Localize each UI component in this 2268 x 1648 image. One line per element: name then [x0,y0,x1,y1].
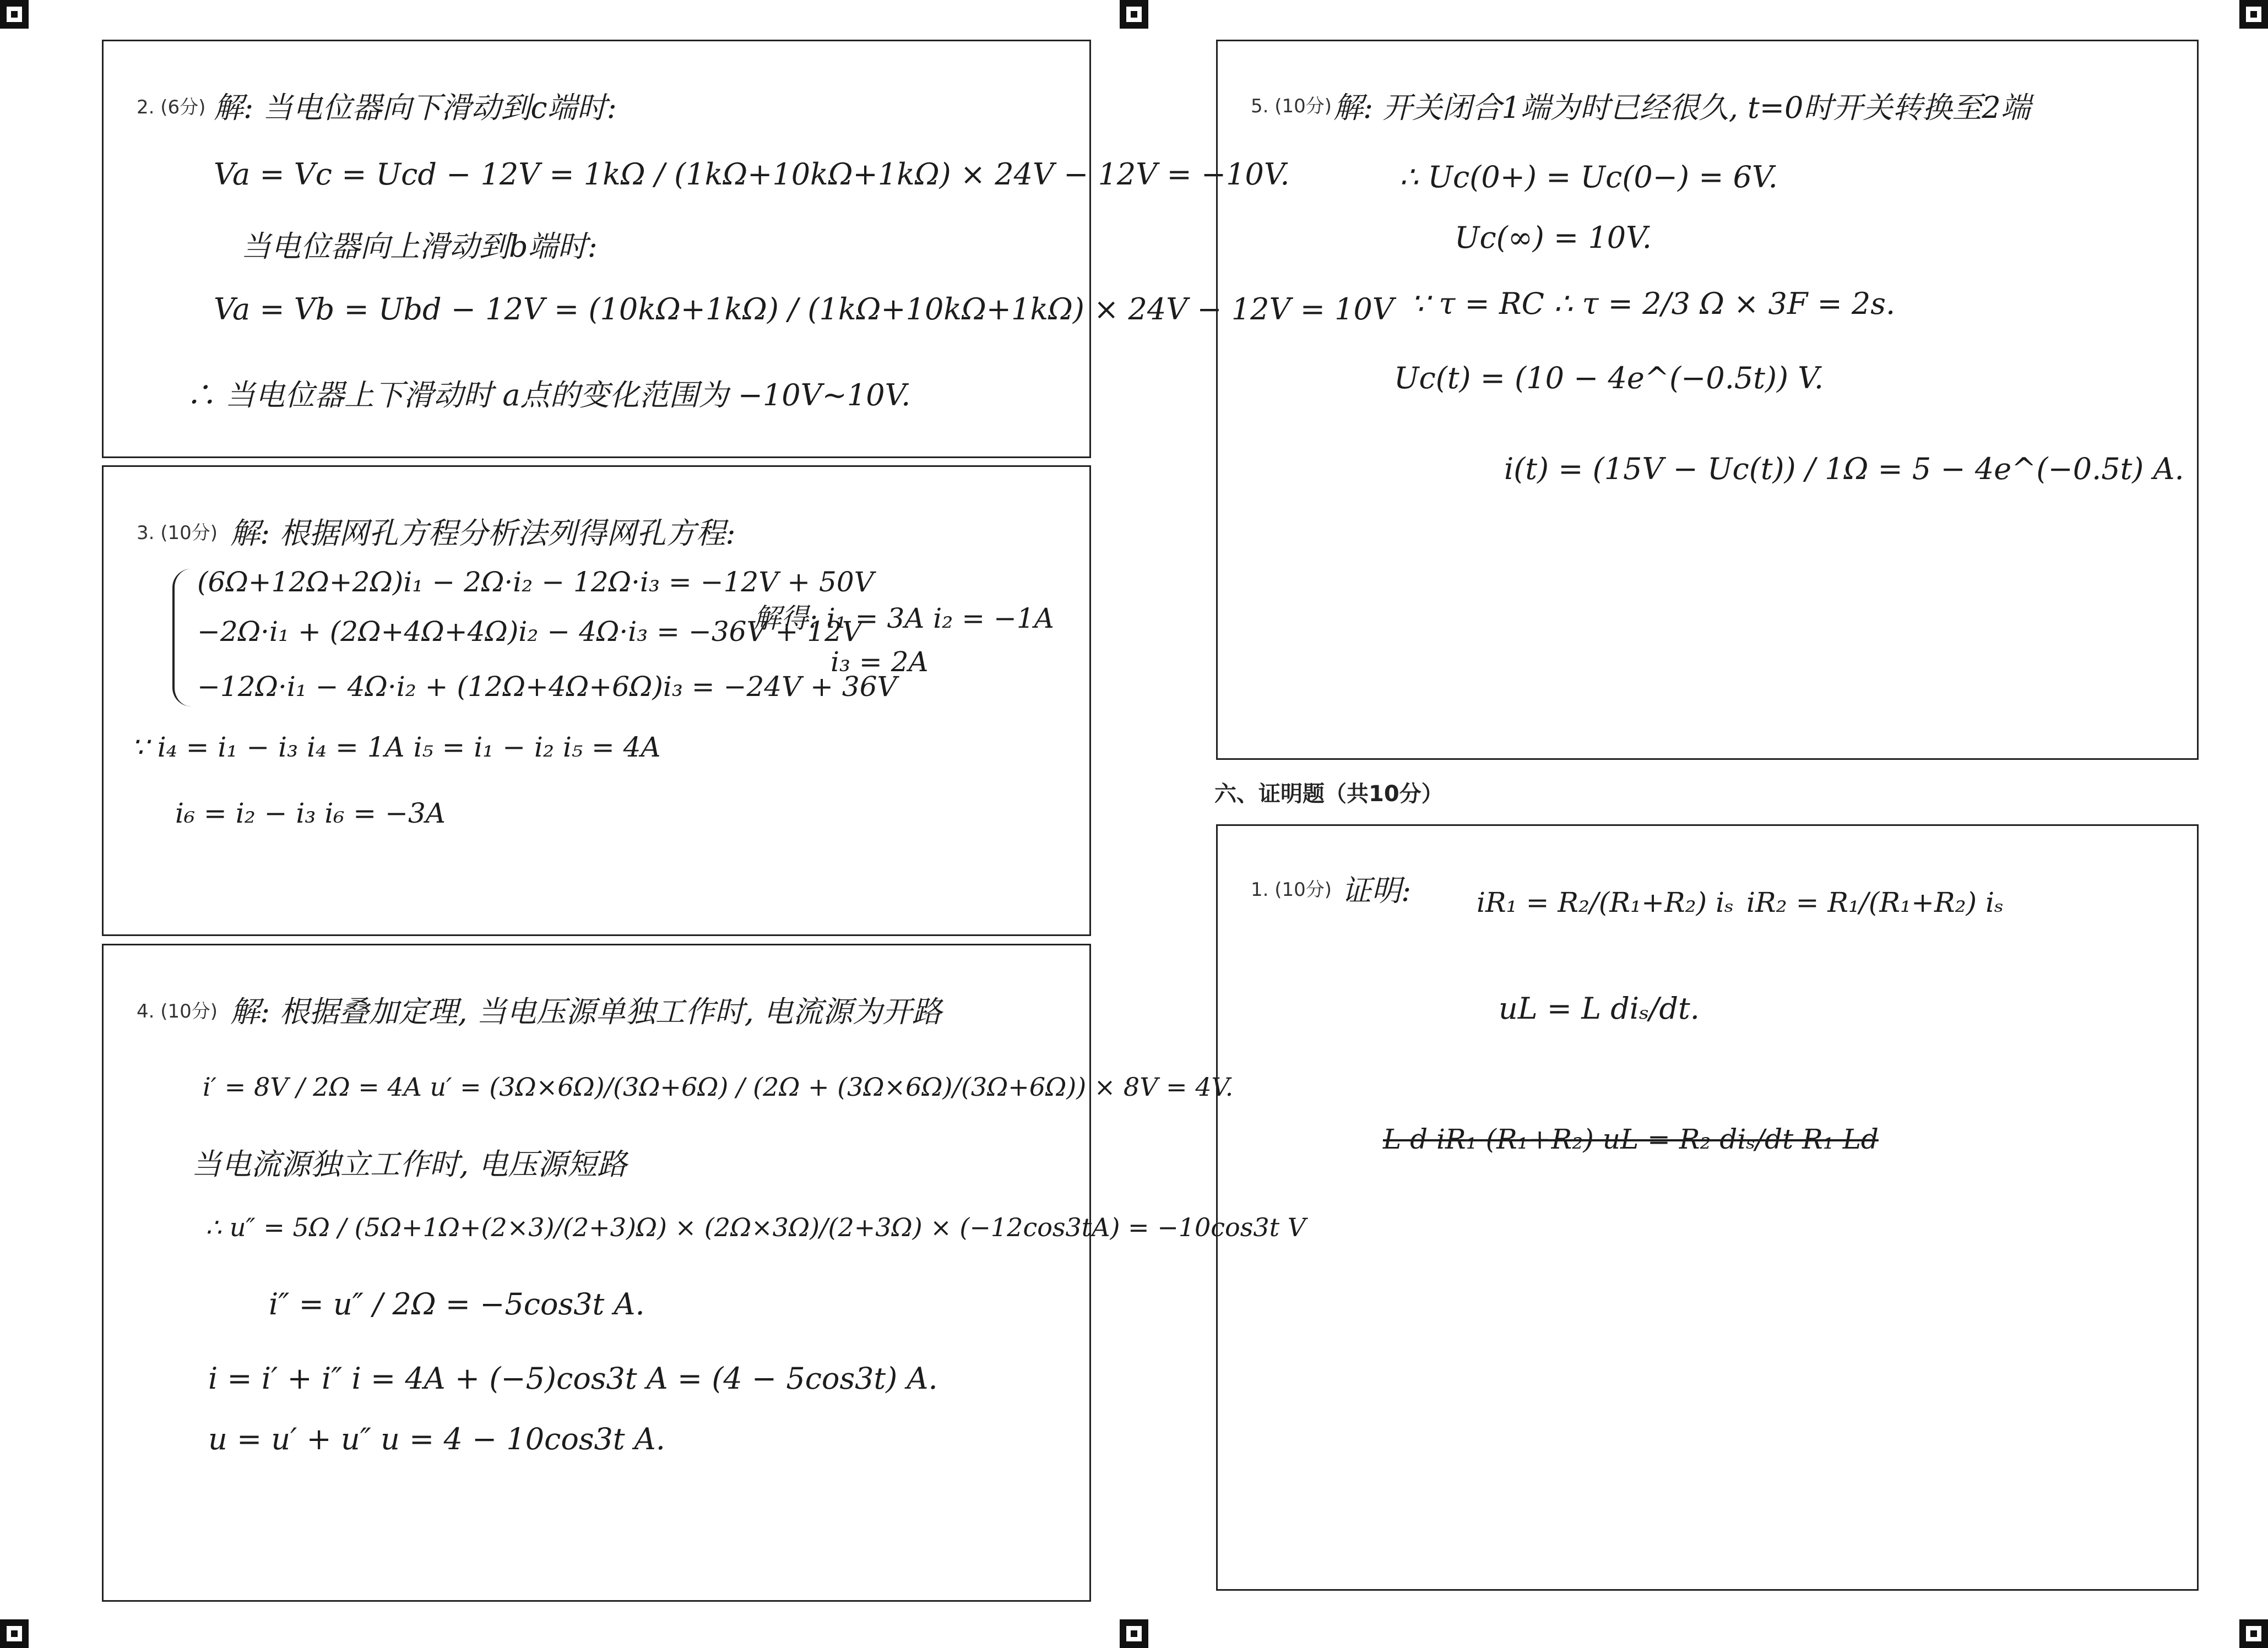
handwritten-line: i₆ = i₂ − i₃ i₆ = −3A [175,797,446,829]
crossed-out-line: L d iR₁ (R₁+R₂) uL = R₂ diₛ/dt R₁ Ld [1383,1123,1879,1155]
handwritten-line: iR₁ = R₂/(R₁+R₂) iₛ [1477,886,1734,918]
answer-box-q3 [102,465,1091,936]
handwritten-line: i(t) = (15V − Uc(t)) / 1Ω = 5 − 4e^(−0.5t) A. [1504,452,2184,486]
answer-box-q5 [1216,40,2199,760]
equation-brace [172,569,191,706]
handwritten-line: 解得: i₁ = 3A i₂ = −1A [753,602,1054,634]
fiducial-marker-bottom-left [0,1619,29,1648]
handwritten-line: i″ = u″ / 2Ω = −5cos3t A. [269,1287,645,1321]
handwritten-line: i = i′ + i″ i = 4A + (−5)cos3t A = (4 − 5cos3t) A. [208,1361,938,1396]
handwritten-line: i₃ = 2A [831,646,929,678]
handwritten-line: 证明: [1342,873,1412,908]
handwritten-line: Uc(t) = (10 − 4e^(−0.5t)) V. [1394,361,1824,395]
handwritten-line: u = u′ + u″ u = 4 − 10cos3t A. [208,1422,665,1456]
answer-box-proof1 [1216,824,2199,1591]
fiducial-marker-bottom-right [2239,1619,2268,1648]
handwritten-line: Uc(∞) = 10V. [1455,220,1652,255]
handwritten-line: ∴ u″ = 5Ω / (5Ω+1Ω+(2×3)/(2+3)Ω) × (2Ω×3Ω)/(2+3Ω) × (−12cos3tA) = −10cos3t V [205,1212,1306,1242]
handwritten-line: Va = Vb = Ubd − 12V = (10kΩ+1kΩ) / (1kΩ+10kΩ+1kΩ) × 24V − 12V = 10V [214,292,1394,327]
handwritten-line: −2Ω·i₁ + (2Ω+4Ω+4Ω)i₂ − 4Ω·i₃ = −36V + 12V [197,616,862,648]
handwritten-line: ∴ Uc(0+) = Uc(0−) = 6V. [1399,160,1778,194]
handwritten-line: iR₂ = R₁/(R₁+R₂) iₛ [1746,886,2004,918]
answer-box-q4 [102,944,1306,1602]
handwritten-line: ∵ τ = RC ∴ τ = 2/3 Ω × 3F = 2s. [1410,286,1896,321]
handwritten-line: 当电位器向上滑动到b端时: [241,229,598,264]
section-title: 六、证明题（共10分） [1214,781,1444,807]
handwritten-line: 解: 当电位器向下滑动到c端时: [214,90,617,125]
question-label: 3. (10分) [137,522,218,544]
handwritten-line: ∵ i₄ = i₁ − i₃ i₄ = 1A i₅ = i₁ − i₂ i₅ = 4A [131,731,661,763]
handwritten-line: 解: 根据网孔方程分析法列得网孔方程: [230,516,736,551]
handwritten-line: 解: 开关闭合1端为时已经很久, t=0时开关转换至2端 [1333,90,2031,125]
handwritten-line: uL = L diₛ/dt. [1499,991,1700,1026]
question-label: 2. (6分) [137,96,206,118]
fiducial-marker-top-right [2239,0,2268,29]
handwritten-line: −12Ω·i₁ − 4Ω·i₂ + (12Ω+4Ω+6Ω)i₃ = −24V + 36V [197,671,897,703]
question-label: 5. (10分) [1251,95,1332,117]
question-label: 1. (10分) [1251,879,1332,901]
handwritten-line: Va = Vc = Ucd − 12V = 1kΩ / (1kΩ+10kΩ+1kΩ) × 24V − 12V = −10V. [214,157,1290,192]
handwritten-line: (6Ω+12Ω+2Ω)i₁ − 2Ω·i₂ − 12Ω·i₃ = −12V + 50V [197,566,874,598]
question-label: 4. (10分) [137,1000,218,1022]
handwritten-line: i′ = 8V / 2Ω = 4A u′ = (3Ω×6Ω)/(3Ω+6Ω) / (2Ω + (3Ω×6Ω)/(3Ω+6Ω)) × 8V = 4V. [203,1072,1234,1102]
fiducial-marker-bottom-center [1120,1619,1148,1648]
handwritten-line: ∴ 当电位器上下滑动时 a点的变化范围为 −10V~10V. [186,378,911,412]
fiducial-marker-top-left [0,0,29,29]
handwritten-line: 解: 根据叠加定理, 当电压源单独工作时, 电流源为开路 [230,994,942,1029]
handwritten-line: 当电流源独立工作时, 电压源短路 [192,1147,627,1182]
fiducial-marker-top-center [1120,0,1148,29]
